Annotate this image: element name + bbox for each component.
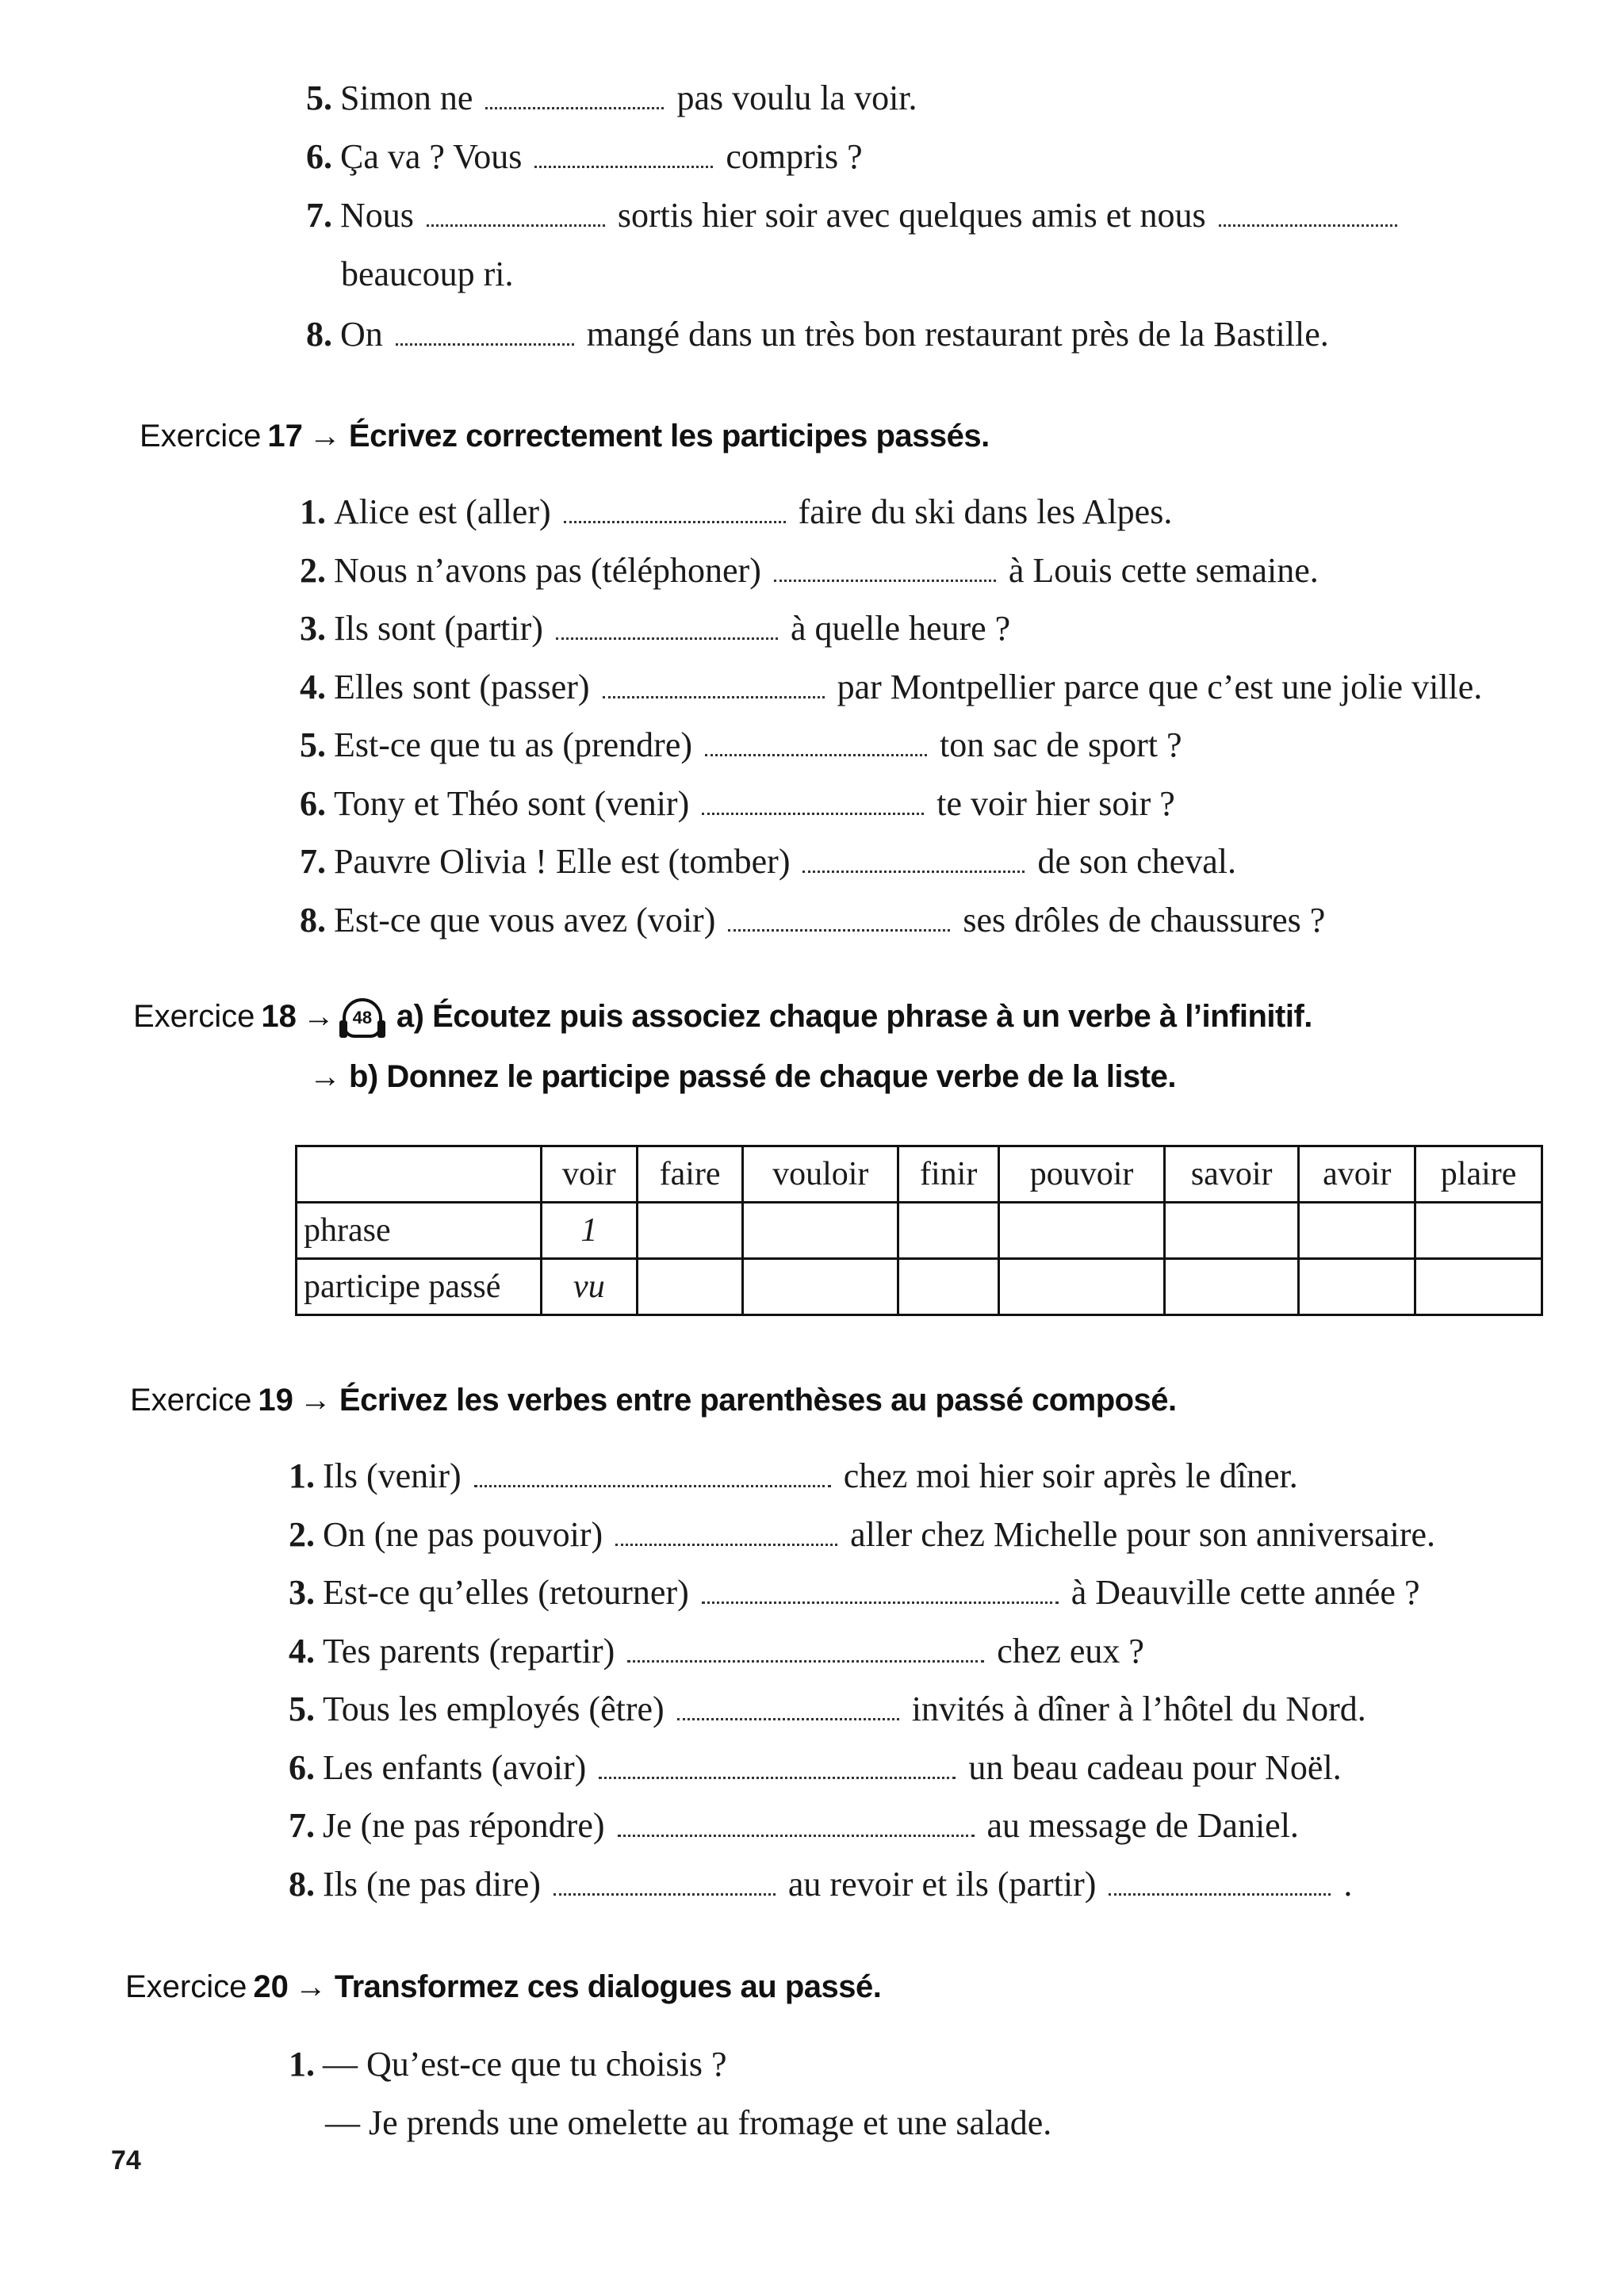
answer-blank[interactable] <box>427 218 605 227</box>
exercise-item <box>300 607 1010 651</box>
answer-blank[interactable] <box>485 101 664 109</box>
table-row-participle <box>297 1259 1542 1315</box>
verb-participle-table <box>295 1145 1543 1316</box>
exercise-17-heading: Exercice 17 → Écrivez correctement les participes passés. <box>140 419 990 453</box>
item-prompt: Les enfants (avoir) <box>323 1747 587 1787</box>
item-number: 4. <box>289 1631 315 1670</box>
item-number: 2. <box>300 550 326 590</box>
arrow-icon: → <box>309 1059 341 1094</box>
item-prompt: Je (ne pas répondre) <box>323 1806 605 1845</box>
table-cell-blank[interactable] <box>743 1203 898 1259</box>
item-prompt: Tes parents (repartir) <box>323 1631 615 1670</box>
ex16-item-7: 7. Nous sortis hier soir avec quelques amis et nous <box>306 193 1410 238</box>
item-continuation: faire du ski dans les Alpes. <box>798 492 1173 531</box>
answer-blank[interactable] <box>702 1595 1059 1604</box>
item-prompt: Nous n’avons pas (téléphoner) <box>334 550 761 590</box>
item-continuation: aller chez Michelle pour son anniversaire. <box>850 1514 1436 1554</box>
exercise-item <box>289 1746 1342 1790</box>
item-number: 7. <box>300 842 326 881</box>
item-prompt: Ils (ne pas dire) <box>323 1864 541 1904</box>
page-number: 74 <box>111 2145 141 2175</box>
item-number: 8. <box>289 1864 315 1904</box>
exercise-item <box>289 1629 1144 1674</box>
table-cell-blank[interactable] <box>999 1259 1165 1315</box>
item-number: 8. <box>300 900 326 939</box>
answer-blank[interactable] <box>474 1479 831 1487</box>
item-number: 2. <box>289 1514 315 1554</box>
exercise-18-heading: Exercice 18 → 48 a) Écoutez puis associez chaque phrase à un verbe à l’infinitif. <box>133 994 1312 1039</box>
item-number: 5. <box>300 725 326 764</box>
item-prompt: Pauvre Olivia ! Elle est (tomber) <box>334 842 791 881</box>
item-continuation: à Louis cette semaine. <box>1008 550 1319 590</box>
answer-blank[interactable] <box>564 515 786 523</box>
table-cell-blank[interactable] <box>898 1259 999 1315</box>
item-continuation: te voir hier soir ? <box>936 783 1175 823</box>
item-continuation: au message de Daniel. <box>986 1806 1299 1845</box>
answer-blank[interactable] <box>618 1828 975 1837</box>
exercise-item <box>300 840 1236 884</box>
item-prompt: Ils sont (partir) <box>334 609 543 648</box>
answer-blank[interactable] <box>599 1770 956 1779</box>
table-header-cell: faire <box>637 1146 743 1203</box>
item-continuation: par Montpellier parce que c’est une jolie ville. <box>837 667 1483 706</box>
answer-blank[interactable] <box>702 806 924 815</box>
answer-blank[interactable] <box>677 1712 899 1720</box>
answer-blank[interactable] <box>1109 1887 1331 1896</box>
answer-blank[interactable] <box>705 748 927 756</box>
table-row-label: participe passé <box>297 1259 542 1315</box>
ex16-item-6: 6. Ça va ? Vous compris ? <box>306 137 863 176</box>
answer-blank[interactable] <box>728 923 950 932</box>
exercise-item <box>300 723 1182 767</box>
table-row-label: phrase <box>297 1203 542 1259</box>
exercise-20-heading: Exercice 20 → Transformez ces dialogues au passé. <box>125 1969 882 2004</box>
item-number: 7. <box>289 1806 315 1845</box>
item-number: 1. <box>300 492 326 531</box>
exercise-18-subheading: → b) Donnez le participe passé de chaque verbe de la liste. <box>309 1059 1176 1094</box>
table-header-cell: finir <box>898 1146 999 1203</box>
table-cell-blank[interactable] <box>1164 1203 1299 1259</box>
table-corner-cell <box>297 1146 542 1203</box>
item-prompt: Est-ce qu’elles (retourner) <box>323 1573 689 1612</box>
item-prompt: Tous les employés (être) <box>323 1689 665 1728</box>
arrow-icon: → <box>299 1383 331 1418</box>
table-cell-blank[interactable] <box>1415 1203 1542 1259</box>
exercise-item <box>300 665 1482 710</box>
ex16-item-7-continuation: beaucoup ri. <box>341 254 514 293</box>
exercise-item <box>289 1804 1299 1848</box>
exercise-item <box>300 898 1325 943</box>
item-continuation: à quelle heure ? <box>790 609 1011 648</box>
item-prompt: Elles sont (passer) <box>334 667 590 706</box>
answer-blank[interactable] <box>534 159 713 168</box>
table-cell-blank[interactable] <box>1415 1259 1542 1315</box>
exercise-item <box>289 1571 1420 1615</box>
ex16-item-8: 8. On mangé dans un très bon restaurant près de la Bastille. <box>306 315 1329 354</box>
exercise-item <box>289 1687 1366 1732</box>
table-cell-blank[interactable] <box>1164 1259 1299 1315</box>
item-number: 4. <box>300 667 326 706</box>
arrow-icon: → <box>294 1969 327 2004</box>
table-cell-blank[interactable] <box>743 1259 898 1315</box>
answer-blank[interactable] <box>603 690 825 698</box>
item-prompt: Est-ce que tu as (prendre) <box>334 725 693 764</box>
ex20-item-1-line-2: — Je prends une omelette au fromage et une salade. <box>325 2103 1052 2142</box>
item-prompt: On (ne pas pouvoir) <box>323 1514 603 1554</box>
table-row-phrase <box>297 1203 1542 1259</box>
item-continuation: de son cheval. <box>1037 842 1236 881</box>
item-continuation: chez moi hier soir après le dîner. <box>843 1456 1298 1495</box>
answer-blank[interactable] <box>802 864 1025 873</box>
item-number: 5. <box>289 1689 315 1728</box>
answer-blank[interactable] <box>1219 218 1397 227</box>
exercise-item <box>289 1513 1435 1557</box>
item-prompt: Ils (venir) <box>323 1456 462 1495</box>
item-prompt: Alice est (aller) <box>334 492 551 531</box>
ex16-item-5: 5. Simon ne pas voulu la voir. <box>306 78 917 117</box>
answer-blank[interactable] <box>556 631 778 640</box>
answer-blank[interactable] <box>396 337 574 346</box>
item-continuation: un beau cadeau pour Noël. <box>968 1747 1342 1787</box>
answer-blank[interactable] <box>615 1537 837 1546</box>
item-continuation: ses drôles de chaussures ? <box>963 900 1326 939</box>
item-number: 1. <box>289 1456 315 1495</box>
table-header-cell: pouvoir <box>999 1146 1165 1203</box>
item-continuation: au revoir et ils (partir) <box>787 1864 1097 1904</box>
item-end-punctuation: . <box>1343 1864 1353 1904</box>
answer-blank[interactable] <box>627 1654 984 1663</box>
exercise-item <box>289 1862 1352 1907</box>
table-cell-blank[interactable] <box>1299 1259 1415 1315</box>
table-header-cell: voir <box>542 1146 638 1203</box>
table-cell-blank[interactable] <box>898 1203 999 1259</box>
item-continuation: invités à dîner à l’hôtel du Nord. <box>911 1689 1366 1728</box>
item-number: 6. <box>289 1747 315 1787</box>
exercise-item <box>300 782 1175 826</box>
table-cell: 1 <box>542 1203 638 1259</box>
exercise-item <box>289 1454 1298 1498</box>
table-header-cell: avoir <box>1299 1146 1415 1203</box>
answer-blank[interactable] <box>774 573 996 582</box>
item-continuation: chez eux ? <box>997 1631 1144 1670</box>
item-continuation: à Deauville cette année ? <box>1071 1573 1420 1612</box>
table-header-cell: savoir <box>1164 1146 1299 1203</box>
table-cell-blank[interactable] <box>999 1203 1165 1259</box>
exercise-item <box>300 549 1319 593</box>
item-number: 3. <box>289 1573 315 1612</box>
item-number: 6. <box>300 783 326 823</box>
item-number: 3. <box>300 609 326 648</box>
answer-blank[interactable] <box>553 1887 776 1896</box>
table-cell-blank[interactable] <box>1299 1203 1415 1259</box>
arrow-icon: → <box>308 419 341 453</box>
table-cell-blank[interactable] <box>637 1203 743 1259</box>
item-continuation: ton sac de sport ? <box>940 725 1182 764</box>
table-cell-blank[interactable] <box>637 1259 743 1315</box>
table-cell: vu <box>542 1259 638 1315</box>
table-header-row <box>297 1146 1542 1203</box>
item-prompt: Est-ce que vous avez (voir) <box>334 900 716 939</box>
table-header-cell: vouloir <box>743 1146 898 1203</box>
ex20-item-1-line-1: 1. — Qu’est-ce que tu choisis ? <box>289 2045 727 2084</box>
table-header-cell: plaire <box>1415 1146 1542 1203</box>
exercise-19-heading: Exercice 19 → Écrivez les verbes entre parenthèses au passé composé. <box>130 1383 1177 1418</box>
item-prompt: Tony et Théo sont (venir) <box>334 783 690 823</box>
headphones-audio-track-icon[interactable]: 48 <box>343 998 382 1038</box>
arrow-icon: → <box>302 999 335 1034</box>
exercise-item <box>300 490 1172 534</box>
